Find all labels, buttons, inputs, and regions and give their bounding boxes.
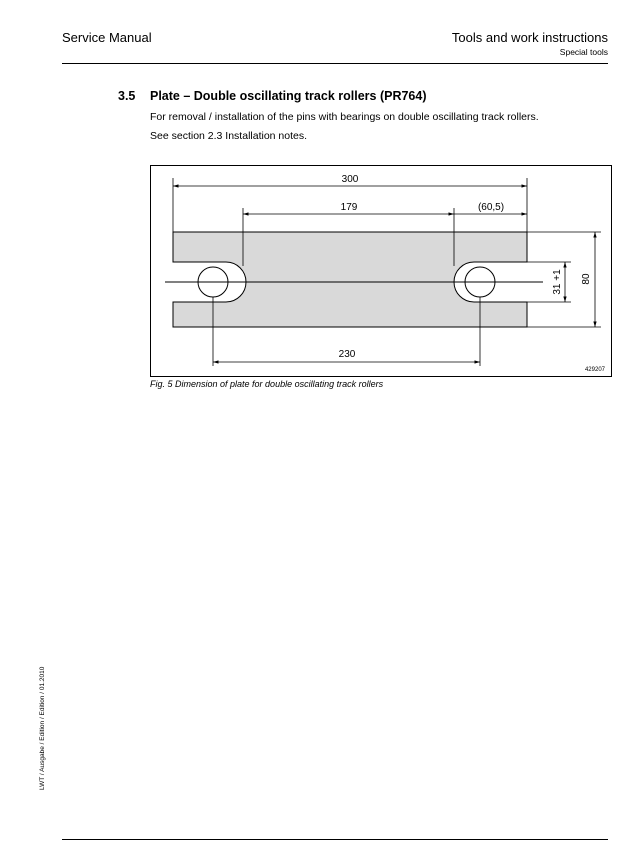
side-edition-note: LWT / Ausgabe / Edition / Edition / 01.2010	[39, 666, 46, 790]
header-subsection: Special tools	[559, 47, 608, 57]
section-title: Plate – Double oscillating track rollers (PR764)	[150, 89, 427, 103]
paragraph-reference: See section 2.3 Installation notes.	[150, 130, 308, 142]
dim-inner-length: 179	[340, 202, 358, 213]
plate-shape	[173, 232, 527, 327]
section-number: 3.5	[118, 89, 136, 103]
plate-technical-drawing	[151, 166, 611, 376]
dim-offset: (60,5)	[477, 202, 505, 213]
paragraph-purpose: For removal / installation of the pins with bearings on double oscillating track rollers.	[150, 111, 539, 123]
footer-rule	[62, 839, 608, 840]
dim-plate-height: 80	[581, 273, 592, 285]
drawing-number: 429207	[584, 367, 605, 373]
dim-slot-width: 31 +1	[552, 269, 563, 295]
dim-hole-spacing: 230	[338, 349, 356, 360]
header-manual-title: Service Manual	[62, 30, 152, 45]
figure-plate-drawing	[150, 165, 612, 377]
header-section-title: Tools and work instructions	[451, 30, 608, 45]
dim-total-length: 300	[341, 174, 359, 185]
header-rule	[62, 63, 608, 64]
figure-caption: Fig. 5 Dimension of plate for double oscillating track rollers	[150, 379, 384, 389]
